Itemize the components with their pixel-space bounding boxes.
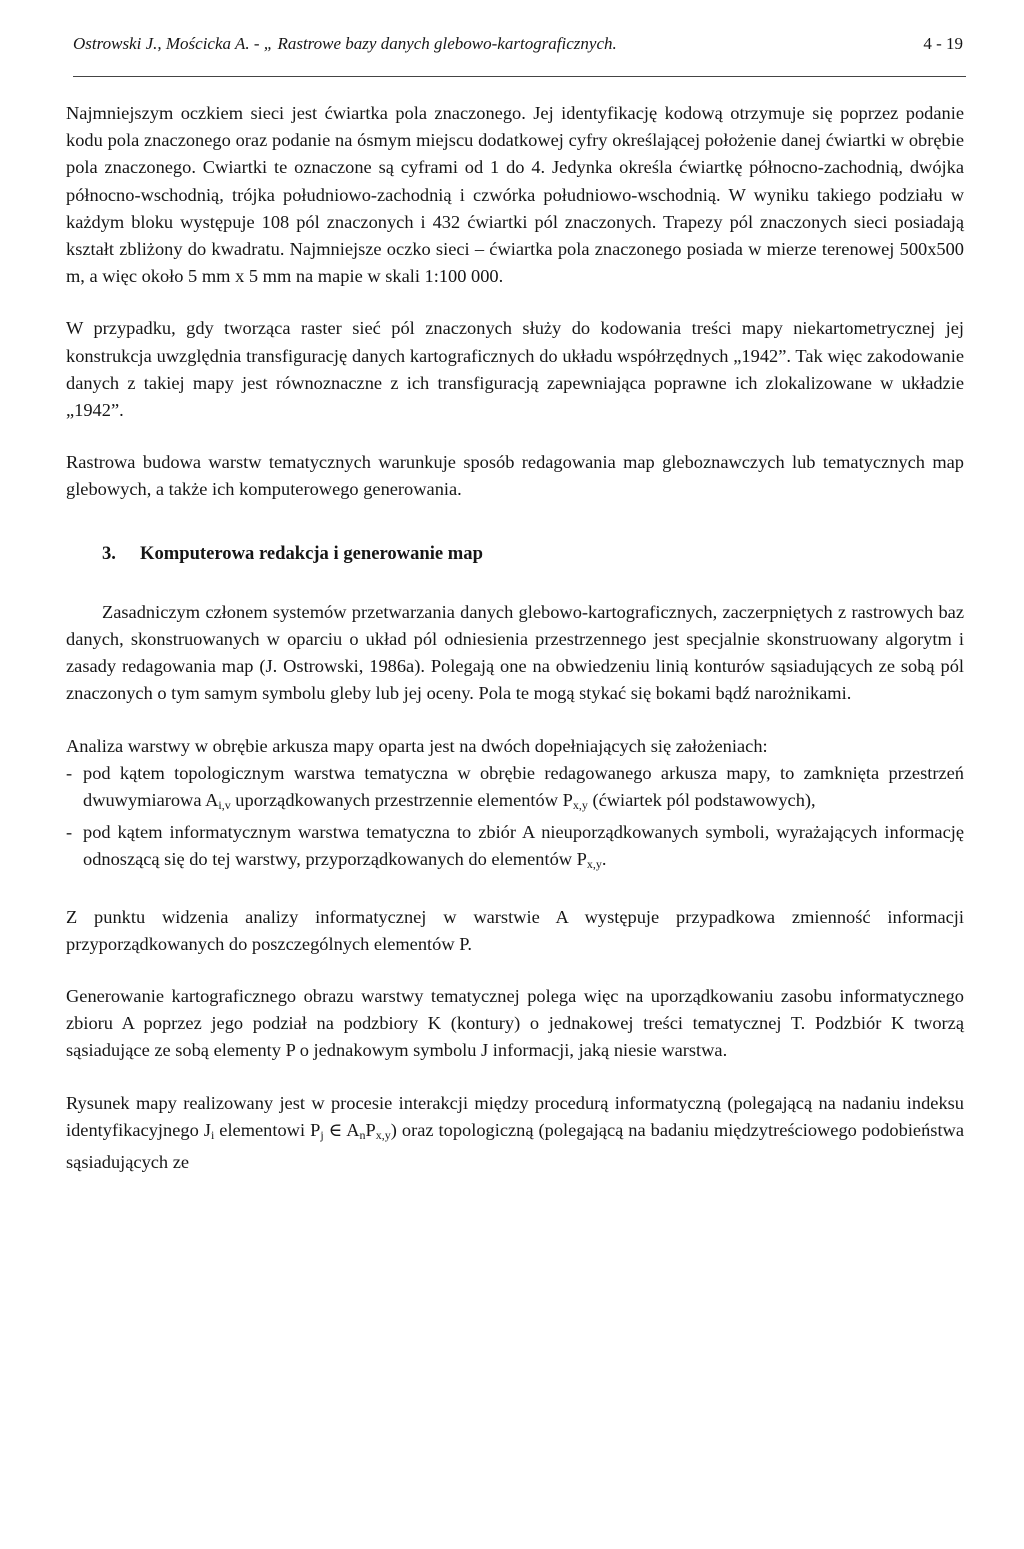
- paragraph-algorithm: Zasadniczym członem systemów przetwarzania danych glebowo-kartograficznych, zaczerpniętych z rastrowych baz danych, skonstruowanych w oparciu o układ pól odniesienia przestrzennego jest specjalnie skonstruowany algorytm i zasady redagowania map (J. Ostrowski, 1986a). Polegają one na obwiedzeniu linią konturów sąsiadujących ze sobą pól znaczonych o tym samym symbolu gleby lub jej oceny. Pola te mogą stykać się bokami bądź narożnikami.: [66, 601, 964, 704]
- list-item-text: pod kątem informatycznym warstwa tematyczna to zbiór A nieuporządkowanych symboli, wyrażających informację odnoszącą się do tej warstwy, przyporządkowanych do elementów P: [83, 822, 964, 870]
- subscript: x,y: [572, 798, 588, 813]
- subscript: x,y: [586, 857, 602, 872]
- running-title: Ostrowski J., Mościcka A. - „ Rastrowe bazy danych glebowo-kartograficznych.: [73, 34, 617, 53]
- list-item: [66, 819, 964, 878]
- paragraph-text: ) oraz topologiczną (polegającą na badaniu międzytreściowego podobieństwa sąsiadujących ze: [66, 1119, 965, 1173]
- subscript: j: [320, 1127, 324, 1142]
- list-item-text: (ćwiartek pól podstawowych),: [587, 790, 816, 811]
- paragraph-text: elementowi P: [214, 1119, 321, 1140]
- header-rule: [73, 76, 966, 77]
- subscript: x,y: [375, 1127, 391, 1142]
- subscript: n: [359, 1127, 366, 1142]
- paragraph-coordinate-system: W przypadku, gdy tworząca raster sieć pól znaczonych służy do kodowania treści mapy niekartometrycznej jej konstrukcja uwzględnia transfigurację danych kartograficznych do układu współrzędnych „1942”. Tak więc zakodowanie danych z takiej mapy jest równoznaczne z ich transfiguracją zapewniająca poprawne ich zlokalizowane w układzie „1942”.: [66, 318, 964, 421]
- section-heading: [102, 540, 964, 567]
- paragraph-variability: Z punktu widzenia analizy informatycznej w warstwie A występuje przypadkowa zmienność informacji przyporządkowanych do poszczególnych elementów P.: [66, 906, 964, 954]
- subscript: i,v: [218, 798, 231, 813]
- paragraph-generation: Generowanie kartograficznego obrazu warstwy tematycznej polega więc na uporządkowaniu zasobu informatycznego zbioru A poprzez jego podział na podzbiory K (kontury) o jednakowej treści tematycznej T. Podzbiór K tworzą sąsiadujące ze sobą elementy P o jednakowym symbolu J informacji, jaką niesie warstwa.: [66, 986, 964, 1061]
- list-dash: -: [66, 762, 73, 783]
- page-number: 4 - 19: [923, 34, 963, 53]
- list-item-text: pod kątem topologicznym warstwa tematyczna w obrębie redagowanego arkusza mapy, to zamknięta przestrzeń dwuwymiarowa A: [83, 762, 964, 811]
- paragraph-quarter-field: Najmniejszym oczkiem sieci jest ćwiartka pola znaczonego. Jej identyfikację kodową otrzymuje się poprzez podanie kodu pola znaczonego oraz podanie na ósmym miejscu dodatkowej cyfry określającej położenie danej ćwiartki w obrębie pola znaczonego. Cwiartki te oznaczone są cyframi od 1 do 4. Jedynka określa ćwiartkę północno-zachodnią, dwójka północno-wschodnią, trójka południowo-zachodnią i czwórka południowo-wschodnią. W wyniku takiego podziału w każdym bloku występuje 108 pól znaczonych i 432 ćwiartki pól znaczonych. Trapezy pól znaczonych sieci posiadają kształt zbliżony do kwadratu. Najmniejsze oczko sieci – ćwiartka pola znaczonego posiada w mierze terenowej 500x500 m, a więc około 5 mm x 5 mm na mapie w skali 1:100 000.: [66, 103, 964, 287]
- body-text: [66, 100, 964, 1176]
- section-number: 3.: [102, 542, 116, 564]
- assumptions-list: [66, 760, 964, 879]
- list-item-text: uporządkowanych przestrzennie elementów P: [230, 790, 573, 811]
- paragraph-text: P: [365, 1119, 376, 1140]
- paragraph-raster-structure: Rastrowa budowa warstw tematycznych warunkuje sposób redagowania map gleboznawczych lub tematycznych map glebowych, a także ich komputerowego generowania.: [66, 452, 964, 500]
- subscript: i: [210, 1127, 215, 1142]
- paragraph-analysis-intro: Analiza warstwy w obrębie arkusza mapy oparta jest na dwóch dopełniających się założeniach:: [66, 735, 768, 756]
- list-item: [66, 760, 964, 819]
- paragraph-text: ∈ A: [323, 1119, 360, 1140]
- list-dash: -: [66, 822, 73, 843]
- paragraph-text: Rysunek mapy realizowany jest w procesie interakcji między procedurą informatyczną (polegającą na nadaniu indeksu identyfikacyjnego J: [66, 1092, 964, 1140]
- list-item-text: .: [601, 849, 607, 870]
- section-title: Komputerowa redakcja i generowanie map: [140, 542, 483, 564]
- paragraph-interaction: [66, 1090, 964, 1177]
- page-header: [73, 32, 963, 56]
